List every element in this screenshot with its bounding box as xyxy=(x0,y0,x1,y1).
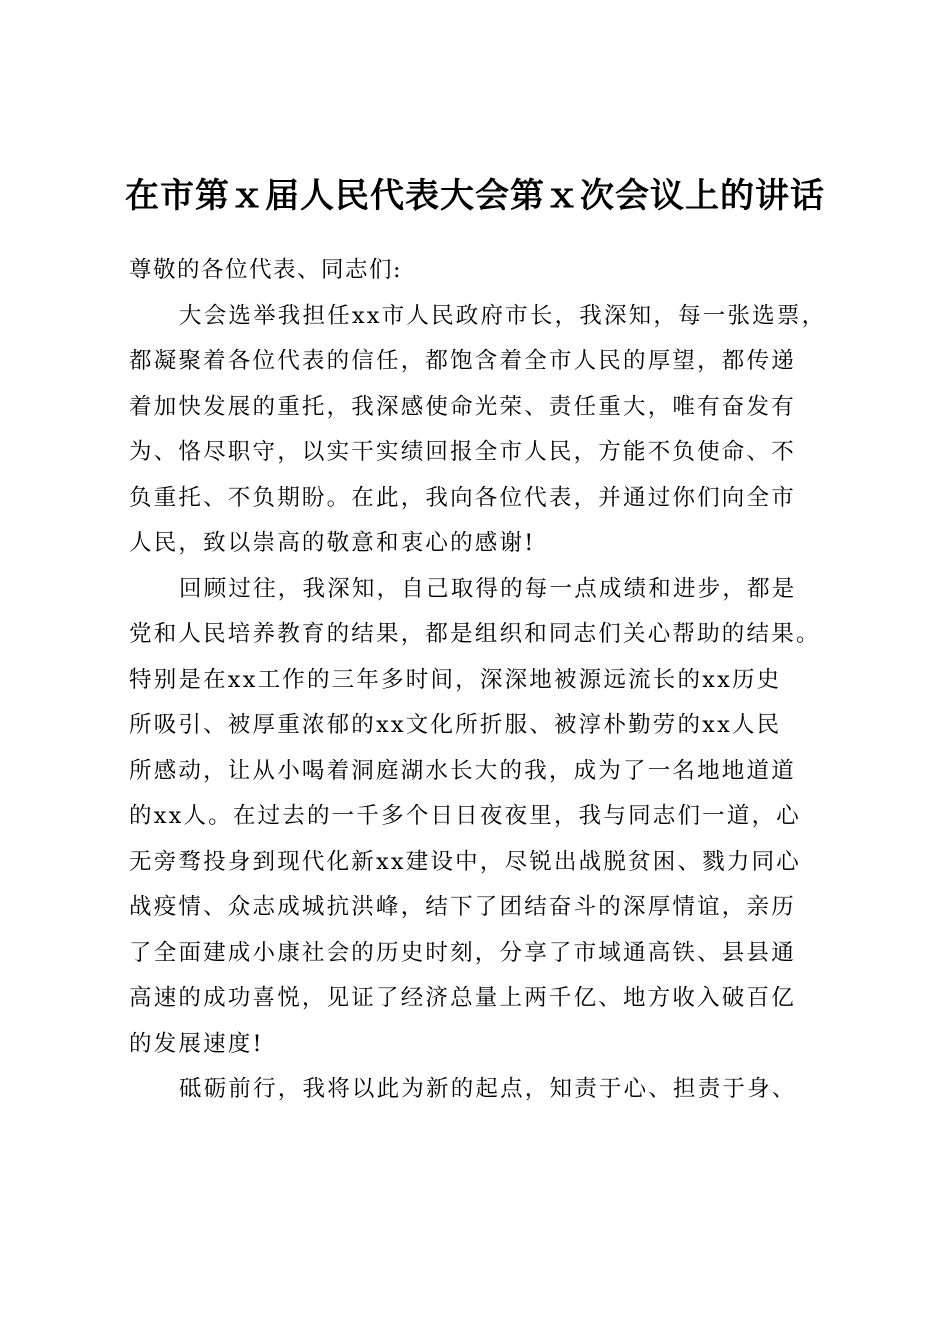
paragraph-line: 所吸引、被厚重浓郁的xx文化所折服、被淳朴勤劳的xx人民 xyxy=(129,712,782,738)
paragraph-1 xyxy=(129,294,841,567)
paragraph-line: 了全面建成小康社会的历史时刻，分享了市域通高铁、县县通 xyxy=(129,939,796,966)
document-title: 在市第ｘ届人民代表大会第ｘ次会议上的讲话 xyxy=(125,176,825,216)
paragraph-line: 都凝聚着各位代表的信任，都饱含着全市人民的厚望，都传递 xyxy=(129,348,796,374)
paragraph-2 xyxy=(129,567,841,1068)
paragraph-line: 无旁骛投身到现代化新xx建设中，尽锐出战脱贫困、戮力同心 xyxy=(129,848,801,875)
paragraph-line: 回顾过往，我深知，自己取得的每一点成绩和进步，都是 xyxy=(179,575,797,602)
paragraph-line: 的发展速度! xyxy=(129,1030,264,1057)
paragraph-line: 大会选举我担任xx市人民政府市长，我深知，每一张选票， xyxy=(179,302,827,329)
document-body xyxy=(129,248,841,1113)
paragraph-line: 负重托、不负期盼。在此，我向各位代表，并通过你们向全市 xyxy=(129,484,796,511)
paragraph-line: 所感动，让从小喝着洞庭湖水长大的我，成为了一名地地道道 xyxy=(129,757,796,784)
paragraph-line: 特别是在xx工作的三年多时间，深深地被源远流长的xx历史 xyxy=(129,666,782,693)
paragraph-line: 着加快发展的重托，我深感使命光荣、责任重大，唯有奋发有 xyxy=(129,393,796,420)
paragraph-line: 砥砺前行，我将以此为新的起点，知责于心、担责于身、 xyxy=(179,1076,797,1102)
paragraph-line: 为、恪尽职守，以实干实绩回报全市人民，方能不负使命、不 xyxy=(129,439,796,465)
salutation: 尊敬的各位代表、同志们: xyxy=(129,257,403,283)
paragraph-line: 的xx人。在过去的一千多个日日夜夜里，我与同志们一道，心 xyxy=(129,803,801,829)
paragraph-line: 高速的成功喜悦，见证了经济总量上两千亿、地方收入破百亿 xyxy=(129,985,796,1011)
paragraph-line: 党和人民培养教育的结果，都是组织和同志们关心帮助的结果。 xyxy=(129,621,821,647)
paragraph-line: 战疫情、众志成城抗洪峰，结下了团结奋斗的深厚情谊，亲历 xyxy=(129,894,796,920)
paragraph-line: 人民，致以崇高的敬意和衷心的感谢! xyxy=(129,530,536,556)
paragraph-3 xyxy=(129,1067,841,1113)
